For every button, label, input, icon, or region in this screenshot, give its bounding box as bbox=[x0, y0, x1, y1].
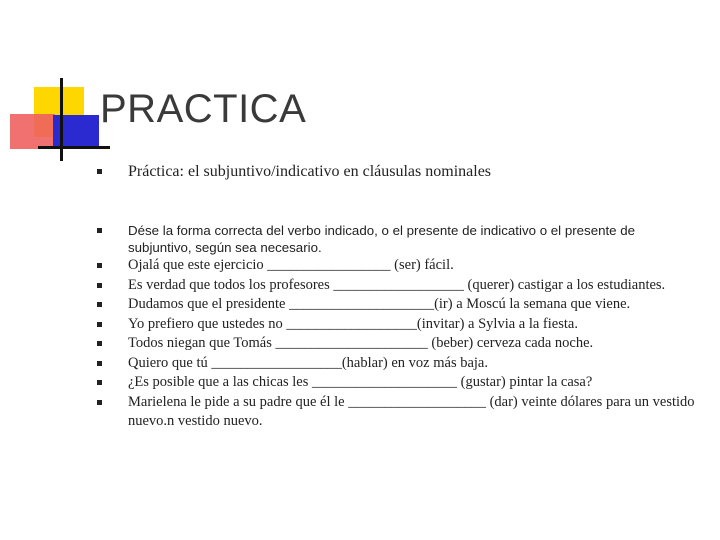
slide-title: PRACTICA bbox=[100, 87, 307, 131]
bullet-icon bbox=[97, 361, 102, 366]
list-item-exercise bbox=[97, 256, 697, 276]
list-item-exercise bbox=[97, 393, 697, 432]
red-square bbox=[10, 114, 55, 149]
list-item-topic bbox=[97, 160, 697, 184]
bullet-icon bbox=[97, 169, 102, 174]
bullet-icon bbox=[97, 228, 102, 233]
bullet-icon bbox=[97, 341, 102, 346]
list-item-text: Yo prefiero que ustedes no __________________(invitar) a Sylvia a la fiesta. bbox=[128, 315, 578, 332]
list-item-exercise bbox=[97, 295, 697, 315]
list-item-text: Quiero que tú __________________(hablar) en voz más baja. bbox=[128, 354, 488, 371]
bullet-icon bbox=[97, 263, 102, 268]
list-item-text: Ojalá que este ejercicio _________________ (ser) fácil. bbox=[128, 257, 454, 273]
bullet-icon bbox=[97, 302, 102, 307]
bullet-icon bbox=[97, 380, 102, 385]
bullet-icon bbox=[97, 400, 102, 405]
horizontal-line bbox=[38, 146, 110, 149]
list-item-text: Dése la forma correcta del verbo indicado, o el presente de indicativo o el presente de subjuntivo, según sea necesario. bbox=[128, 223, 636, 255]
list-item-instructions bbox=[97, 222, 697, 256]
list-item-text: ¿Es posible que a las chicas les ____________________ (gustar) pintar la casa? bbox=[128, 374, 593, 390]
list-item-exercise bbox=[97, 373, 697, 393]
list-item-text: Es verdad que todos los profesores __________________ (querer) castigar a los estudiantes. bbox=[128, 276, 666, 293]
list-item-text: Marielena le pide a su padre que él le ___________________ (dar) veinte dólares para un vestido nuevo.n vestido nuevo. bbox=[128, 393, 695, 429]
bullet-list bbox=[97, 160, 697, 432]
slide-logo-decoration bbox=[0, 0, 110, 170]
list-item-text: Dudamos que el presidente ____________________(ir) a Moscú la semana que viene. bbox=[128, 296, 631, 312]
list-item-text: Práctica: el subjuntivo/indicativo en cláusulas nominales bbox=[128, 163, 492, 180]
bullet-icon bbox=[97, 283, 102, 288]
list-item-text: Todos niegan que Tomás _____________________ (beber) cerveza cada noche. bbox=[128, 335, 594, 351]
list-item-exercise bbox=[97, 276, 697, 296]
list-item-exercise bbox=[97, 354, 697, 374]
list-item-exercise bbox=[97, 334, 697, 354]
list-item-exercise bbox=[97, 315, 697, 335]
bullet-icon bbox=[97, 322, 102, 327]
